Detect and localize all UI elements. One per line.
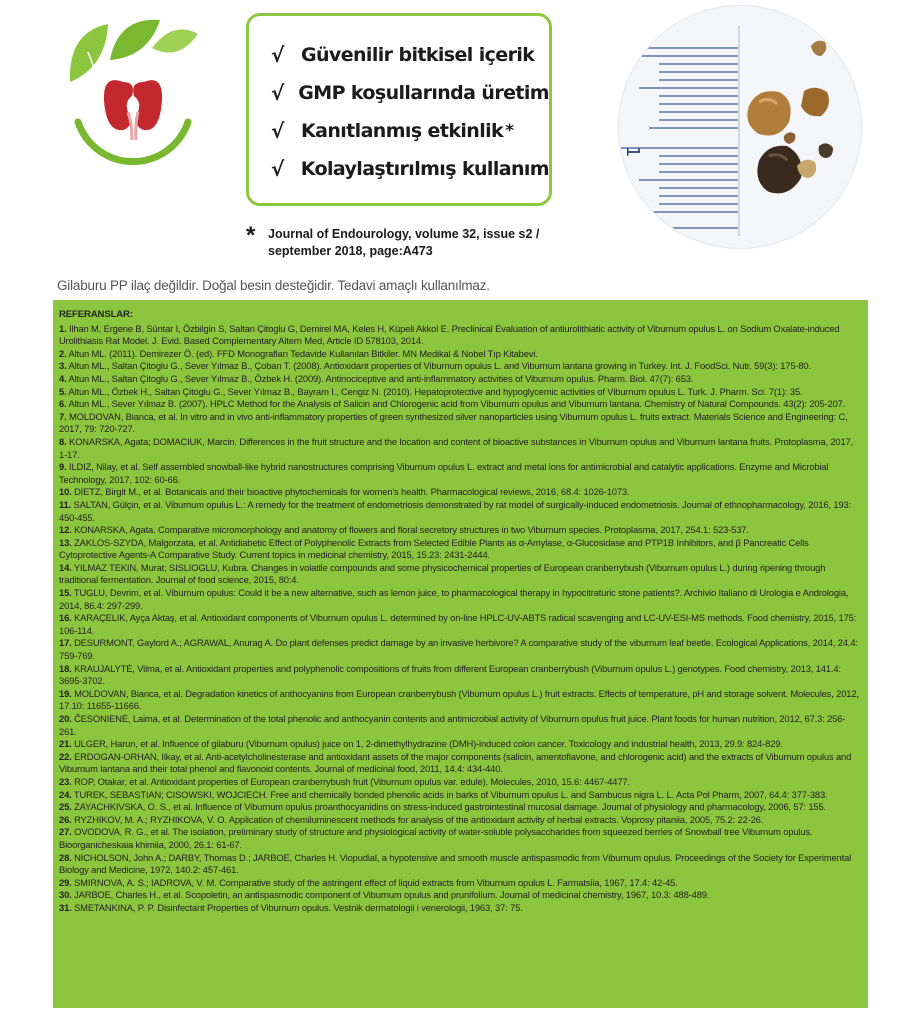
- reference-item: [59, 688, 862, 713]
- reference-number: 28.: [59, 851, 72, 863]
- reference-item: [59, 398, 862, 411]
- references-list: [59, 323, 862, 915]
- claim-text: Kanıtlanmış etkinlik: [301, 120, 504, 142]
- asterisk-icon: *: [246, 222, 256, 249]
- reference-text: DIETZ, Birgit M., et al. Botanicals and their bioactive phytochemicals for women's health. Pharmacological reviews, 2016, 68.4: 1026-1073.: [74, 486, 630, 498]
- reference-item: [59, 373, 862, 386]
- reference-item: [59, 637, 862, 662]
- reference-item: [59, 486, 862, 499]
- check-icon: √: [271, 81, 284, 105]
- claim-item: [271, 112, 549, 150]
- reference-item: [59, 386, 862, 399]
- reference-text: Altun ML., Özbek H., Saltan Çitoglu G., Sever Yılmaz B., Bayram I., Cengiz N. (2010). Hepatoprotective and hypoglycemic activities of Viburnum opulus L. Turk. J. Pharm. Sci. 7(1): 35.: [68, 385, 803, 397]
- reference-number: 21.: [59, 738, 72, 750]
- reference-number: 3.: [59, 360, 67, 372]
- reference-number: 23.: [59, 775, 72, 787]
- reference-item: [59, 776, 862, 789]
- reference-number: 12.: [59, 524, 72, 536]
- reference-number: 6.: [59, 398, 67, 410]
- reference-item: [59, 877, 862, 890]
- reference-text: SALTAN, Gülçin, et al. Viburnum opulus L.: A remedy for the treatment of endometriosis demonstrated by rat model of surgically-induced endometriosis. Journal of ethnopharmacology, 2016, 193: 450-455.: [59, 498, 852, 523]
- reference-number: 27.: [59, 826, 72, 838]
- reference-number: 2.: [59, 347, 67, 359]
- reference-text: ZAYACHKIVSKA, O. S., et al. Influence of Viburnum opulus proanthocyanidins on stress-induced gastrointestinal mucosal damage. Journal of physiology and pharmacology, 2006, 57: 155.: [74, 801, 826, 813]
- kidney-logo-icon: [48, 12, 213, 180]
- reference-text: KONARSKA, Agata; DOMACIUK, Marcin. Differences in the fruit structure and the location and content of bioactive substances in Viburnum opulus and Viburnum lantana fruits. Protoplasma, 2017, 1-17.: [59, 435, 854, 460]
- claim-item: [271, 36, 549, 74]
- reference-item: [59, 738, 862, 751]
- kidney-stones-photo: [619, 6, 861, 248]
- reference-number: 11.: [59, 498, 72, 510]
- reference-text: Altun ML., Saltan Çitoglu G., Sever Yılmaz B., Özbek H. (2009). Antinociceptive and anti-inflammatory activities of Viburnum opulus. Pharm. Biol. 47(7): 653.: [68, 372, 694, 384]
- reference-text: TUGLU, Devrim, et al. Viburnum opulus: Could it be a new alternative, such as lemon juice, to pharmacological therapy in hypocitraturic stone patients?. Archivio Italiano di Urologia e Andrologia, 2014, 86.4: 297-299.: [59, 587, 849, 611]
- claim-text: Güvenilir bitkisel içerik: [301, 44, 535, 66]
- footnote-text: Journal of Endourology, volume 32, issue s2 / september 2018, page:A473: [268, 227, 540, 258]
- reference-number: 30.: [59, 889, 72, 901]
- reference-text: Ilhan M, Ergene B, Süntar I, Özbilgin S, Saltan Çitoglu G, Demirel MA, Keles H, Küpeli Akkol E. Preclinical Evaluation of antiurolithiatic activity of Viburnum opulus L. on Sodium Oxalate-induced Urolithiasis Rat Model. J. Evid. Based Complementary Altern Med, Article ID 578103, 2014.: [59, 322, 840, 347]
- reference-text: ILDIZ, Nilay, et al. Self assembled snowball-like hybrid nanostructures comprising Viburnum opulus L. extract and metal ions for antimicrobial and catalytic applications. Enzyme and Microbial Technology, 2017, 102: 60-66.: [59, 461, 829, 485]
- reference-text: RYZHIKOV, M. A.; RYZHIKOVA, V. O. Application of chemiluminescent methods for analysis of the antioxidant activity of herbal extracts. Voprosy pitaniia, 2005, 75.2: 22-26.: [74, 813, 764, 825]
- reference-text: ERDOGAN-ORHAN, Ilkay, et al. Anti-acetylcholinesterase and antioxidant assets of the major components (salicin, amentoflavone, and chlorogenic acid) and the extracts of Viburnum opulus and Viburnum lantana and their total phenol and flavonoid contents. Journal of medicinal food, 2011, 14.4: 434-440.: [59, 750, 852, 775]
- reference-number: 10.: [59, 486, 72, 498]
- reference-item: [59, 663, 862, 688]
- disclaimer: Gilaburu PP ilaç değildir. Doğal besin desteğidir. Tedavi amaçlı kullanılmaz.: [57, 278, 490, 293]
- reference-item: [59, 902, 862, 915]
- claim-item: [271, 74, 549, 112]
- ruler-stones-image: [619, 6, 861, 248]
- asterisk-icon: *: [505, 121, 514, 141]
- reference-text: KONARSKA, Agata. Comparative micromorphology and anatomy of flowers and floral secretory structures in two Viburnum species. Protoplasma, 2017, 254.1: 523-537.: [74, 524, 749, 536]
- check-icon: √: [271, 119, 284, 143]
- claim-text: Kolaylaştırılmış kullanım: [300, 158, 549, 180]
- reference-number: 26.: [59, 813, 72, 825]
- reference-number: 5.: [59, 385, 67, 397]
- reference-text: MOLDOVAN, Bianca, et al. In vitro and in vivo anti-inflammatory properties of green synthesized silver nanoparticles using Viburnum opulus L. fruits extract. Materials Science and Engineering: C, 2017, 79: 720-727.: [59, 410, 848, 435]
- reference-text: TUREK, SEBASTIAN; CISOWSKI, WOJCIECH. Free and chemically bonded phenolic acids in barks of Viburnum opulus L. and Sambucus nigra L. L. Acta Pol Pharm, 2007, 64.4: 377-383.: [73, 788, 828, 800]
- reference-text: YILMAZ TEKIN, Murat; SISLIOGLU, Kubra. Changes in volatile compounds and some physicochemical properties of European cranberrybush (Viburnum opulus L.) during ripening through traditional fermentation. Journal of food science, 2015, 80:4.: [59, 561, 826, 586]
- reference-item: [59, 562, 862, 587]
- reference-number: 22.: [59, 750, 72, 762]
- reference-text: NICHOLSON, John A.; DARBY, Thomas D.; JARBOE, Charles H. Viopudial, a hypotensive and smooth muscle antispasmodic from Viburnum opulus. Proceedings of the Society for Experimental Biology and Medicine, 1972, 140.2: 457-461.: [59, 851, 852, 876]
- reference-number: 24.: [59, 788, 72, 800]
- reference-text: ULGER, Harun, et al. Influence of gilaburu (Viburnum opulus) juice on 1, 2-dimethylhydrazine (DMH)-induced colon cancer. Toxicology and industrial health, 2013, 29.9: 824-829.: [74, 738, 783, 750]
- references-title: REFERANSLAR:: [59, 309, 133, 320]
- reference-text: SMETANKINA, P. P. Disinfectant Properties of Viburnum opulus. Vestnik dermatologii i venerologii, 1963, 37: 75.: [74, 901, 523, 913]
- reference-text: DESURMONT, Gaylord A.; AGRAWAL, Anurag A. Do plant defenses predict damage by an invasive herbivore? A comparative study of the viburnum leaf beetle. Ecological Applications, 2014, 24.4: 759-769.: [59, 637, 858, 662]
- claim-text: GMP koşullarında üretim: [298, 82, 549, 104]
- reference-text: KARAÇELIK, Ayça Aktaş, et al. Antioxidant components of Viburnum opulus L. determined by on-line HPLC-UV-ABTS radical scavenging and LC-UV-ESI-MS methods. Food chemistry, 2015, 175: 106-114.: [59, 612, 857, 636]
- reference-item: [59, 612, 862, 637]
- reference-number: 15.: [59, 587, 72, 599]
- reference-number: 9.: [59, 461, 67, 473]
- reference-number: 31.: [59, 901, 72, 913]
- reference-item: [59, 537, 862, 562]
- reference-text: Altun ML., Sever Yılmaz B. (2007). HPLC Method for the Analysis of Salicin and Chlorogenic acid from Viburnum opulus and Viburnum lantana. Chemistry of Natural Compounds. 43(2): 205-207.: [68, 398, 846, 410]
- reference-item: [59, 587, 862, 612]
- reference-number: 20.: [59, 713, 72, 724]
- reference-item: [59, 524, 862, 537]
- reference-item: [59, 436, 862, 461]
- reference-number: 29.: [59, 876, 72, 888]
- reference-item: [59, 826, 862, 851]
- check-icon: √: [271, 43, 284, 67]
- reference-item: [59, 801, 862, 814]
- reference-number: 25.: [59, 801, 72, 813]
- reference-item: [59, 411, 862, 436]
- reference-number: 8.: [59, 435, 67, 447]
- claims-box: [246, 13, 552, 206]
- reference-number: 4.: [59, 372, 67, 384]
- reference-number: 16.: [59, 612, 72, 624]
- reference-item: [59, 751, 862, 776]
- reference-number: 19.: [59, 687, 72, 699]
- reference-item: [59, 889, 862, 902]
- reference-number: 17.: [59, 637, 72, 649]
- reference-text: JARBOE, Charles H., et al. Scopoletin, an antispasmodic component of Viburnum opulus and prunifolium. Journal of medicinal chemistry, 1967, 10.3: 488-489.: [74, 889, 710, 901]
- reference-item: [59, 789, 862, 802]
- reference-number: 18.: [59, 662, 72, 674]
- reference-item: [59, 713, 862, 738]
- reference-item: [59, 461, 862, 486]
- claim-item: [271, 150, 549, 188]
- reference-item: [59, 360, 862, 373]
- ruler-label: 1: [622, 146, 643, 158]
- reference-number: 14.: [59, 561, 72, 573]
- references-panel: [53, 300, 868, 1008]
- kidney-leaf-logo: [48, 12, 213, 180]
- reference-text: KRAUJALYTĖ, Vilma, et al. Antioxidant properties and polyphenolic compositions of fruits from different European cranberrybush (Viburnum opulus L.) genotypes. Food chemistry, 2013, 141.4: 3695-3702.: [59, 662, 841, 687]
- reference-text: SMIRNOVA, A. S.; IADROVA, V. M. Comparative study of the astringent effect of liquid extracts from Viburnum opulus L. Farmatsiia, 1967, 17.4: 42-45.: [74, 876, 678, 888]
- reference-number: 7.: [59, 410, 67, 422]
- reference-text: MOLDOVAN, Bianca, et al. Degradation kinetics of anthocyanins from European cranberrybush (Viburnum opulus L.) fruit extracts. Effects of temperature, pH and storage solvent. Molecules, 2012, 17.10: 11655-11666.: [59, 687, 859, 712]
- reference-text: OVODOVA, R. G., et al. The isolation, preliminary study of structure and physiological activity of water-soluble polysaccharides from squeezed berries of Snowball tree Viburnum opulus. Bioorganicheskaia khimiia, 2000, 26.1: 61-67.: [59, 826, 813, 850]
- reference-item: [59, 814, 862, 827]
- reference-number: 13.: [59, 536, 72, 548]
- reference-item: [59, 348, 862, 361]
- reference-item: [59, 323, 862, 348]
- check-icon: √: [271, 157, 284, 181]
- reference-text: ROP, Otakar, et al. Antioxidant properties of European cranberrybush fruit (Viburnum opulus var. edule). Molecules, 2010, 15.6: 4467-4477.: [74, 775, 630, 787]
- reference-text: Altun ML. (2011). Demirezer Ö. (ed). FFD Monografları Tedavide Kullanılan Bitkiler. MN Medikal & Nobel Tıp Kitabevi.: [68, 347, 538, 359]
- reference-text: Altun ML., Saltan Çitoglu G., Sever Yılmaz B., Çoban T. (2008). Antioxidant properties of Viburnum opulus L. and Viburnum lantana growing in Turkey. Int. J. FoodSci. Nutr. 59(3): 175-80.: [68, 360, 811, 372]
- reference-text: ZAKLOS-SZYDA, Malgorzata, et al. Antidiabetic Effect of Polyphenolic Extracts from Selected Edible Plants as α-Amylase, α-Glucosidase and PTP1B Inhibitors, and β Pancreatic Cells Cytoprotective Agents-A Comparative Study. Current topics in medicinal chemistry, 2015, 15.23: 2431-2444.: [59, 536, 809, 561]
- reference-item: [59, 852, 862, 877]
- footnote: [246, 222, 586, 260]
- reference-number: 1.: [59, 322, 67, 334]
- reference-item: [59, 499, 862, 524]
- reference-text: ČESONIENĖ, Laima, et al. Determination of the total phenolic and anthocyanin contents and antimicrobial activity of Viburnum opulus fruit juice. Plant foods for human nutrition, 2012, 67.3: 256-261.: [59, 713, 846, 737]
